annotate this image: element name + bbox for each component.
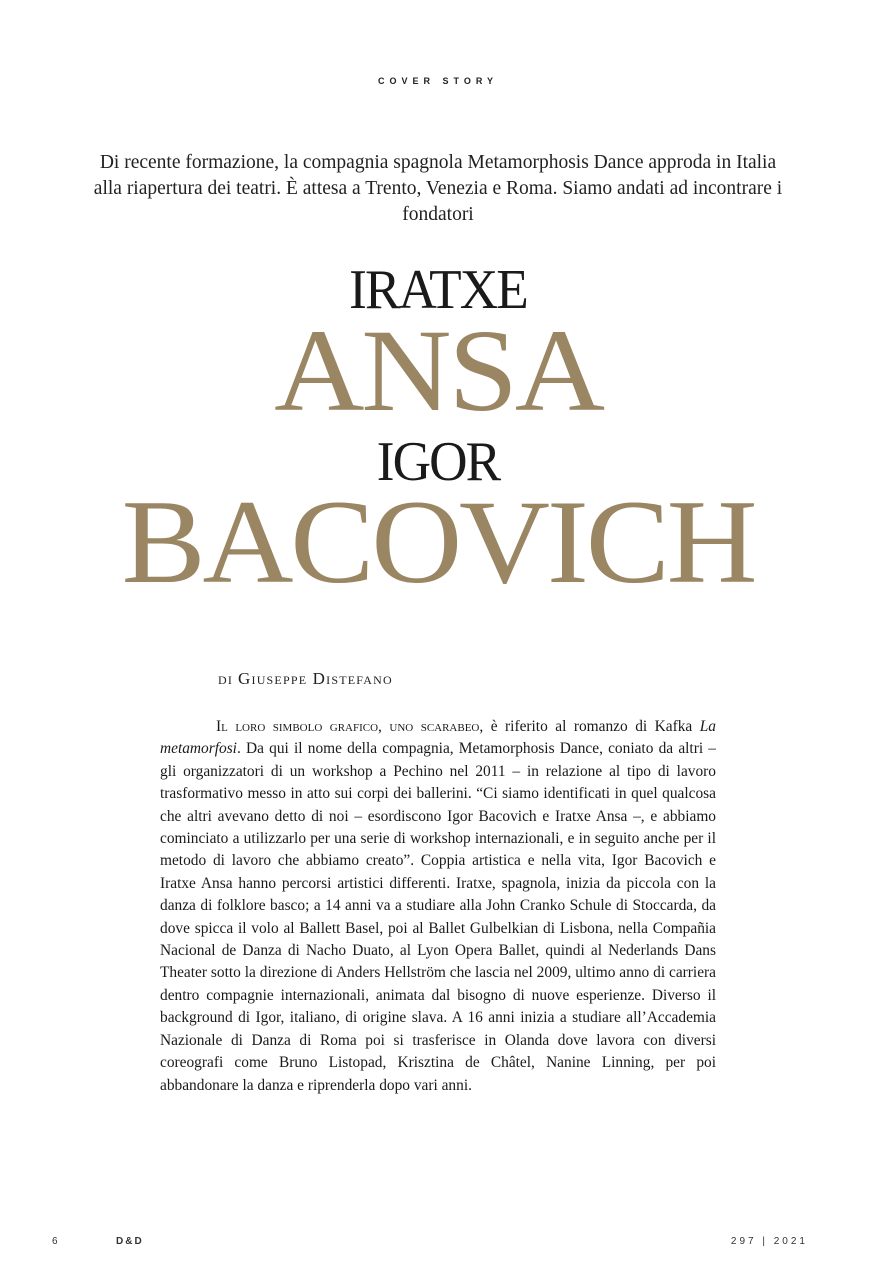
title-last-name-ansa: ANSA (274, 305, 602, 436)
article-body (160, 716, 716, 1097)
article-text-part1: è riferito al romanzo di Kafka (483, 718, 700, 735)
article-book-title: La metamorfosi (160, 718, 716, 758)
byline-author: Giuseppe Distefano (238, 669, 393, 688)
byline (218, 669, 393, 689)
section-label: COVER STORY (377, 76, 498, 86)
page-number: 6 (52, 1236, 58, 1247)
title-first-name-iratxe: IRATXE (349, 259, 527, 321)
article-lead: Il loro simbolo grafico, uno scarabeo, (216, 718, 484, 735)
standfirst: Di recente formazione, la compagnia spagnola Metamorphosis Dance approda in Italia alla riapertura dei teatri. È attesa a Trento, Venezia e Roma. Siamo andati ad incontrare i fondatori (93, 152, 783, 225)
title-last-name-bacovich: BACOVICH (121, 475, 755, 608)
byline-prefix: di (218, 669, 234, 688)
issue-info: 297 | 2021 (730, 1236, 808, 1247)
title-first-name-igor: IGOR (376, 431, 500, 493)
article-text-part2: . Da qui il nome della compagnia, Metamorphosis Dance, coniato da altri – gli organizzatori di un workshop a Pechino nel 2011 – in relazione al tipo di lavoro trasformativo messo in atto sui corpi dei ballerini. “Ci siamo identificati in quel qualcosa che altri avevano detto di noi – esordiscono Igor Bacovich e Iratxe Ansa –, e abbiamo cominciato a utilizzarlo per una serie di workshop internazionali, e in seguito anche per il metodo di lavoro che abbiamo creato”. Coppia artistica e nella vita, Igor Bacovich e Iratxe Ansa hanno percorsi artistici differenti. Iratxe, spagnola, inizia da piccola con la danza di folklore basco; a 14 anni va a studiare alla John Cranko Schule di Stoccarda, da dove spicca il volo al Ballett Basel, poi al Ballet Gulbelkian di Lisbona, nella Compañia Nacional de Danza di Nacho Duato, al Lyon Opera Ballet, quindi al Nederlands Dans Theater sotto la direzione di Anders Hellström che lascia nel 2009, ultimo anno di carriera dentro compagnie internazionali, animata dal bisogno di nuove esperienze. Diverso il background di Igor, italiano, di origine slava. A 16 anni inizia a studiare all’Accademia Nazionale di Danza di Roma poi si trasferisce in Olanda dove lavora con diversi coreografi come Bruno Listopad, Krisztina de Châtel, Nanine Linning, per poi abbandonare la danza e riprenderla dopo vari anni. (160, 740, 716, 1094)
magazine-name: D&D (116, 1236, 144, 1247)
